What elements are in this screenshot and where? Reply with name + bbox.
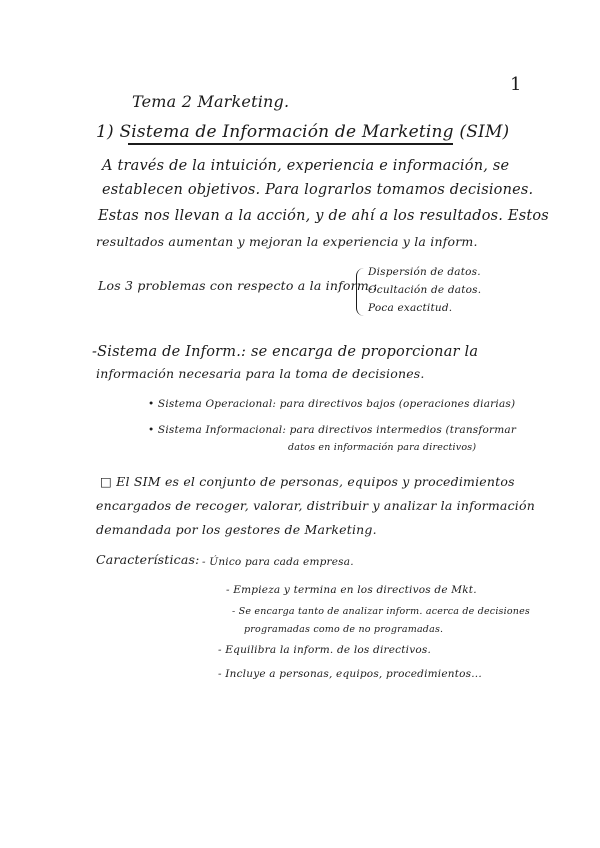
caracteristica-item: - Equilibra la inform. de los directivos. [218, 644, 432, 656]
sistema-bullet: datos en información para directivos) [288, 442, 477, 453]
page-number: 1 [510, 74, 522, 95]
intro-line: A través de la intuición, experiencia e información, se [102, 158, 510, 174]
sistema-bullet: • Sistema Operacional: para directivos bajos (operaciones diarias) [148, 398, 516, 410]
caracteristica-item: - Empieza y termina en los directivos de Mkt. [226, 584, 477, 596]
sistema-inform-line: información necesaria para la toma de decisiones. [96, 366, 425, 381]
sim-definition-line: demandada por los gestores de Marketing. [96, 522, 377, 537]
caracteristica-item: - Único para cada empresa. [202, 556, 354, 568]
sim-definition-line: encargados de recoger, valorar, distribuir y analizar la información [96, 498, 535, 513]
sistema-inform-line: -Sistema de Inform.: se encarga de proporcionar la [92, 344, 479, 360]
page-title: Tema 2 Marketing. [132, 92, 290, 111]
intro-line: establecen objetivos. Para lograrlos tomamos decisiones. [102, 182, 534, 198]
problems-brace [356, 268, 365, 316]
problem-item: Poca exactitud. [368, 302, 453, 314]
caracteristica-item: - Incluye a personas, equipos, procedimientos... [218, 668, 482, 680]
intro-line: resultados aumentan y mejoran la experiencia y la inform. [96, 234, 478, 249]
intro-line: Estas nos llevan a la acción, y de ahí a los resultados. Estos [98, 208, 549, 224]
section-heading: 1) Sistema de Información de Marketing (SIM) [96, 122, 510, 142]
problem-item: Ocultación de datos. [368, 284, 482, 296]
section-underline [128, 143, 453, 145]
caracteristica-item: - Se encarga tanto de analizar inform. acerca de decisiones [232, 606, 531, 617]
problems-lead: Los 3 problemas con respecto a la inform.: [98, 278, 378, 293]
caracteristicas-label: Características: [96, 552, 200, 567]
sim-definition-line: □ El SIM es el conjunto de personas, equipos y procedimientos [100, 474, 515, 489]
caracteristica-item: programadas como de no programadas. [244, 624, 444, 635]
problem-item: Dispersión de datos. [368, 266, 481, 278]
sistema-bullet: • Sistema Informacional: para directivos intermedios (transformar [148, 424, 517, 436]
